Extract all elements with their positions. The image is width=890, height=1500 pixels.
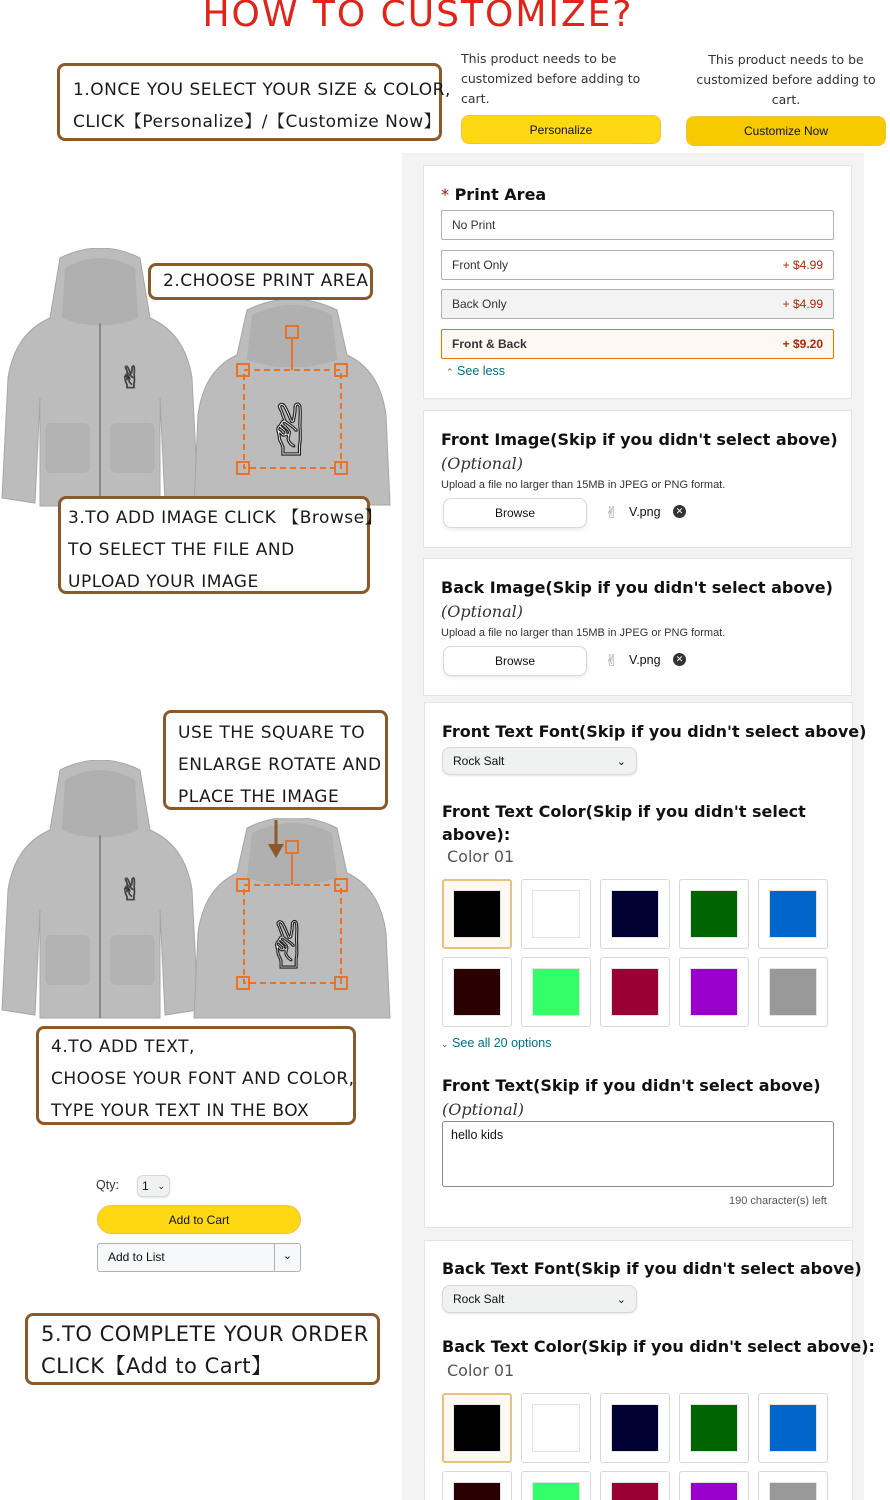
- chevron-up-icon: ⌃: [446, 367, 454, 377]
- step5-callout: [25, 1313, 380, 1385]
- svg-text:✌: ✌: [262, 910, 316, 984]
- print-option-price: + $4.99: [782, 258, 823, 272]
- step3-line2: TO SELECT THE FILE AND: [68, 540, 295, 560]
- print-option-label: Front Only: [452, 258, 509, 272]
- see-all-options-link[interactable]: [441, 1036, 551, 1050]
- color-swatch[interactable]: [758, 957, 828, 1027]
- swatch-chip: [453, 890, 501, 938]
- swatch-chip: [611, 1482, 659, 1500]
- front-font-select[interactable]: [442, 747, 637, 775]
- print-area-label: Print Area: [454, 185, 547, 204]
- print-option-label: Front & Back: [452, 337, 527, 351]
- front-file-thumbnail-icon: ✌: [605, 505, 619, 522]
- color-swatch[interactable]: [521, 957, 591, 1027]
- step1-line2: CLICK【Personalize】/【Customize Now】: [73, 112, 442, 132]
- swatch-chip: [532, 1482, 580, 1500]
- front-chars-left: 190 character(s) left: [729, 1195, 827, 1207]
- tip-line2: ENLARGE ROTATE AND: [178, 755, 382, 775]
- back-file-thumbnail-icon: ✌: [605, 653, 619, 670]
- color-swatch[interactable]: [521, 879, 591, 949]
- svg-text:✌: ✌: [118, 873, 144, 908]
- back-image-hint: Upload a file no larger than 15MB in JPEG or PNG format.: [441, 627, 726, 639]
- back-font-value: Rock Salt: [453, 1292, 505, 1306]
- print-option-label: No Print: [452, 218, 496, 232]
- customize-now-button[interactable]: Customize Now: [686, 116, 886, 146]
- front-color-title-line2: above):: [442, 825, 511, 844]
- back-browse-button[interactable]: Browse: [443, 646, 587, 676]
- color-swatch[interactable]: [600, 1393, 670, 1463]
- add-to-cart-button[interactable]: Add to Cart: [97, 1205, 301, 1234]
- back-file-name: V.png: [629, 653, 661, 667]
- front-remove-file-icon[interactable]: ✕: [673, 505, 686, 518]
- see-less-label: See less: [457, 364, 505, 378]
- front-text-input[interactable]: hello kids: [442, 1121, 834, 1187]
- front-text-optional: (Optional): [442, 1100, 524, 1119]
- front-image-optional: (Optional): [441, 454, 523, 473]
- chevron-down-icon[interactable]: ⌄: [274, 1244, 300, 1271]
- print-option-price: + $9.20: [782, 337, 823, 351]
- back-hoodie-image-1: [192, 300, 392, 510]
- color-swatch[interactable]: [679, 879, 749, 949]
- color-swatch[interactable]: [442, 879, 512, 949]
- step2-line1: 2.CHOOSE PRINT AREA: [163, 271, 369, 291]
- step5-line1: 5.TO COMPLETE YOUR ORDER: [41, 1322, 369, 1346]
- swatch-chip: [769, 1482, 817, 1500]
- color-swatch[interactable]: [679, 957, 749, 1027]
- swatch-chip: [690, 1482, 738, 1500]
- back-remove-file-icon[interactable]: ✕: [673, 653, 686, 666]
- chevron-down-icon: ⌄: [616, 755, 626, 768]
- front-browse-button[interactable]: Browse: [443, 498, 587, 528]
- step5-line2: CLICK【Add to Cart】: [41, 1354, 273, 1378]
- see-all-label: See all 20 options: [452, 1036, 552, 1050]
- swatch-chip: [769, 968, 817, 1016]
- add-to-list-label: Add to List: [108, 1250, 165, 1264]
- color-swatch[interactable]: [600, 879, 670, 949]
- personalize-button[interactable]: Personalize: [461, 115, 661, 144]
- back-text-font-title: Back Text Font(Skip if you didn't select above): [442, 1259, 862, 1278]
- front-color-swatch-grid: [442, 879, 832, 1027]
- svg-text:✌: ✌: [262, 390, 321, 472]
- color-swatch[interactable]: [442, 1471, 512, 1500]
- required-asterisk: *: [441, 185, 449, 204]
- swatch-chip: [690, 890, 738, 938]
- swatch-chip: [532, 968, 580, 1016]
- print-option-price: + $4.99: [782, 297, 823, 311]
- swatch-chip: [611, 968, 659, 1016]
- front-font-value: Rock Salt: [453, 754, 505, 768]
- swatch-chip: [690, 968, 738, 1016]
- print-option-no-print[interactable]: [441, 210, 834, 240]
- step3-line3: UPLOAD YOUR IMAGE: [68, 572, 259, 592]
- step4-line2: CHOOSE YOUR FONT AND COLOR,: [51, 1069, 355, 1089]
- color-swatch[interactable]: [679, 1471, 749, 1500]
- swatch-chip: [532, 1404, 580, 1452]
- front-image-hint: Upload a file no larger than 15MB in JPEG or PNG format.: [441, 479, 726, 491]
- step1-line1: 1.ONCE YOU SELECT YOUR SIZE & COLOR,: [73, 80, 451, 100]
- swatch-chip: [611, 890, 659, 938]
- back-hoodie-image-2: [192, 818, 392, 1022]
- front-text-font-title: Front Text Font(Skip if you didn't select above): [442, 722, 867, 741]
- swatch-chip: [611, 1404, 659, 1452]
- color-swatch[interactable]: [521, 1393, 591, 1463]
- swatch-chip: [453, 1482, 501, 1500]
- print-option-back-only[interactable]: [441, 289, 834, 319]
- step3-callout: [58, 496, 383, 594]
- color-swatch[interactable]: [758, 1393, 828, 1463]
- add-to-list-button[interactable]: [97, 1243, 301, 1272]
- front-color-value: Color 01: [447, 847, 515, 866]
- tip-line3: PLACE THE IMAGE: [178, 787, 340, 807]
- color-swatch[interactable]: [679, 1393, 749, 1463]
- back-text-color-title: Back Text Color(Skip if you didn't select above):: [442, 1337, 875, 1356]
- chevron-down-icon: ⌄: [441, 1039, 449, 1049]
- qty-value: 1: [142, 1179, 149, 1193]
- swatch-chip: [453, 1404, 501, 1452]
- swatch-chip: [453, 968, 501, 1016]
- color-swatch[interactable]: [521, 1471, 591, 1500]
- right-customize-note: This product needs to be customized before adding to cart.: [696, 52, 876, 107]
- front-image-title: Front Image(Skip if you didn't select above): [441, 430, 838, 449]
- left-customize-note: This product needs to be customized before adding to cart.: [461, 51, 641, 106]
- tip-line1: USE THE SQUARE TO: [178, 723, 366, 743]
- back-color-swatch-grid: [442, 1393, 832, 1500]
- color-swatch[interactable]: [758, 879, 828, 949]
- front-color-title-line1: Front Text Color(Skip if you didn't select: [442, 802, 806, 821]
- front-hoodie-image-2: [0, 760, 200, 1022]
- swatch-chip: [769, 890, 817, 938]
- step4-line3: TYPE YOUR TEXT IN THE BOX: [51, 1101, 310, 1121]
- step4-line1: 4.TO ADD TEXT,: [51, 1037, 195, 1057]
- qty-select[interactable]: [137, 1175, 170, 1197]
- back-image-title: Back Image(Skip if you didn't select above): [441, 578, 833, 597]
- step1-callout: [57, 63, 451, 141]
- swatch-chip: [769, 1404, 817, 1452]
- back-image-optional: (Optional): [441, 602, 523, 621]
- print-option-front-back[interactable]: [441, 329, 834, 359]
- qty-label: Qty:: [96, 1178, 119, 1192]
- color-swatch[interactable]: [600, 957, 670, 1027]
- step2-callout: [148, 263, 373, 300]
- step3-line1: 3.TO ADD IMAGE CLICK 【Browse】: [68, 508, 383, 528]
- svg-text:✌: ✌: [118, 361, 144, 396]
- print-area-heading: [441, 185, 546, 204]
- back-color-value: Color 01: [447, 1361, 515, 1380]
- see-less-link[interactable]: [446, 364, 505, 378]
- front-text-color-title: [442, 800, 806, 846]
- print-option-front-only[interactable]: [441, 250, 834, 280]
- front-file-name: V.png: [629, 505, 661, 519]
- color-swatch[interactable]: [758, 1471, 828, 1500]
- swatch-chip: [690, 1404, 738, 1452]
- chevron-down-icon: ⌄: [616, 1293, 626, 1306]
- swatch-chip: [532, 890, 580, 938]
- step4-callout: [36, 1026, 356, 1125]
- front-text-title: Front Text(Skip if you didn't select above): [442, 1076, 821, 1095]
- back-font-select[interactable]: [442, 1285, 637, 1313]
- color-swatch[interactable]: [600, 1471, 670, 1500]
- chevron-down-icon: ⌄: [157, 1180, 165, 1191]
- color-swatch[interactable]: [442, 957, 512, 1027]
- color-swatch[interactable]: [442, 1393, 512, 1463]
- print-option-label: Back Only: [452, 297, 507, 311]
- page-title: HOW TO CUSTOMIZE?: [202, 0, 634, 35]
